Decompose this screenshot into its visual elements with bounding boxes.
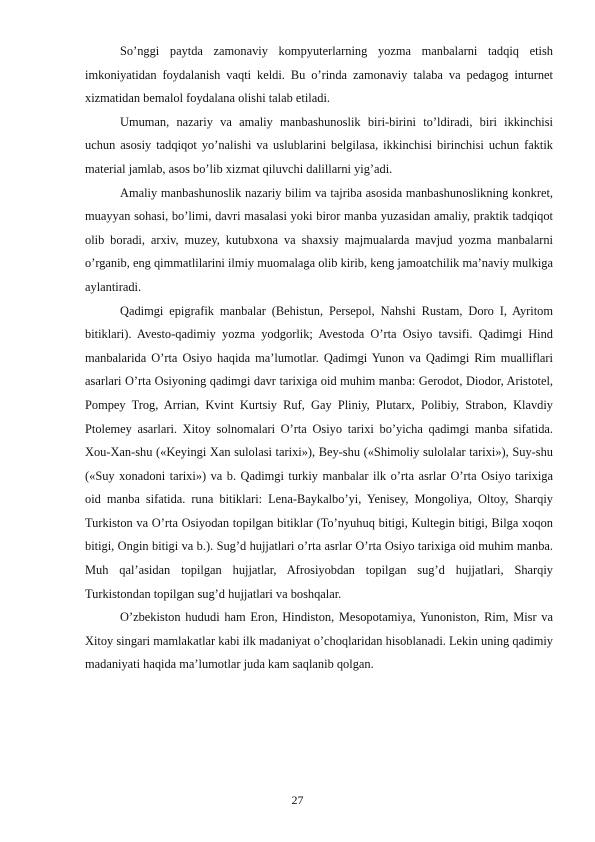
paragraph-modern-computers: So’nggi paytda zamonaviy kompyuterlarning yozma manbalarni tadqiq etish imkoniyatidan foydalanish vaqti keldi. Bu o’rinda zamonaviy talaba va pedagog inturnet xizmatidan bemalol foydalana olishi talab etiladi. [85, 44, 553, 106]
paragraph-applied-source-studies: Amaliy manbashunoslik nazariy bilim va tajriba asosida manbashunoslikning konkret, muayyan sohasi, bo’limi, davri masalasi yoki biror manba yuzasidan amaliy, praktik tadqiqot olib boradi, arxiv, muzey, kutubxona va shaxsiy majmualarda mavjud yozma manbalarni o’rganib, eng qimmatlilarini ilmiy muomalaga olib kirib, keng jamoatchilik ma’naviy mulkiga aylantiradi. [85, 185, 553, 294]
page-number: 27 [291, 793, 304, 807]
paragraph-theory-and-practice: Umuman, nazariy va amaliy manbashunoslik biri-birini to’ldiradi, biri ikkinchisi uchun asosiy tadqiqot yo’nalishi va uslublarini belgilasa, ikkinchisi birinchisi uchun faktik material jamlab, asos bo’lib xizmat qiluvchi dalillarni yig’adi. [85, 114, 553, 176]
paragraph-ancient-sources: Qadimgi epigrafik manbalar (Behistun, Persepol, Nahshi Rustam, Doro I, Ayritom bitiklari). Avesto-qadimiy yozma yodgorlik; Avestoda O’rta Osiyo tavsifi. Qadimgi Hind manbalarida O’rta Osiyo haqida ma’lumotlar. Qadimgi Yunon va Qadimgi Rim mualliflari asarlari O’rta Osiyoning qadimgi davr tarixiga oid muhim manba: Gerodot, Diodor, Aristotel, Pompey Trog, Arrian, Kvint Kurtsiy Ruf, Gay Pliniy, Plutarx, Polibiy, Strabon, Klavdiy Ptolemey asarlari. Xitoy solnomalari O’rta Osiyo tarixi bo’yicha qadimgi manba sifatida. Xou-Xan-shu («Keyingi Xan sulolasi tarixi»), Bey-shu («Shimoliy sulolalar tarixi»), Suy-shu («Suy xonadoni tarixi») va b. Qadimgi turkiy manbalar ilk o’rta asrlar O’rta Osiyo tarixiga oid manba sifatida. runa bitiklari: Lena-Baykalbo’yi, Yenisey, Mongoliya, Oltoy, Sharqiy Turkiston va O’rta Osiyodan topilgan bitiklar (To’nyuhuq bitigi, Kultegin bitigi, Bilga xoqon bitigi, Ongin bitigi va b.). Sug’d hujjatlari o’rta asrlar O’rta Osiyo tarixiga oid muhim manba. Muh qal’asidan topilgan hujjatlar, Afrosiyobdan topilgan sug’d hujjatlari, Sharqiy Turkistondan topilgan sug’d hujjatlari va boshqalar. [85, 303, 553, 601]
document-body [85, 40, 553, 677]
paragraph-uzbekistan-territory: O’zbekiston hududi ham Eron, Hindiston, Mesopotamiya, Yunoniston, Rim, Misr va Xitoy singari mamlakatlar kabi ilk madaniyat o’choqlaridan hisoblanadi. Lekin uning qadimiy madaniyati haqida ma’lumotlar juda kam saqlanib qolgan. [85, 610, 553, 672]
